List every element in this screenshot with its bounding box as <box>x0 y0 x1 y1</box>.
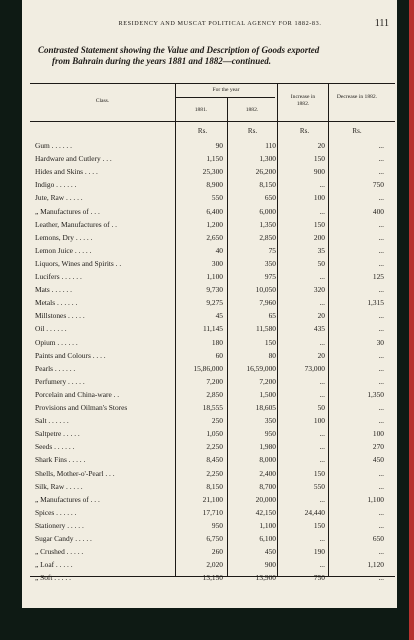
cell-decrease: ... <box>378 547 384 557</box>
cell-1882: 80 <box>268 350 276 360</box>
row-label: Sugar Candy . . . . . <box>35 534 92 543</box>
cell-1881: 8,450 <box>206 455 223 465</box>
cell-1881: 260 <box>211 547 223 557</box>
cell-1882: 18,605 <box>255 403 276 412</box>
cell-1881: 9,275 <box>206 298 223 308</box>
cell-decrease: ... <box>378 481 384 491</box>
cell-decrease: 1,120 <box>367 560 384 570</box>
cell-decrease: ... <box>378 232 384 242</box>
cell-1882: 900 <box>264 560 276 570</box>
cell-decrease: ... <box>378 285 384 295</box>
table-title-line-2: from Bahrain during the years 1881 and 1882—continued. <box>52 56 272 66</box>
cell-1881: 2,250 <box>206 442 223 452</box>
cell-decrease: 650 <box>372 534 384 543</box>
table-row <box>30 532 395 546</box>
row-label: „ Manufactures of . . . <box>35 206 100 216</box>
cell-1882: 7,960 <box>259 298 276 308</box>
row-label: „ Soft . . . . . <box>35 573 71 583</box>
table-row <box>30 506 395 520</box>
row-label: Pearls . . . . . . <box>35 363 76 373</box>
cell-decrease: ... <box>378 193 384 203</box>
cell-1882: 65 <box>268 311 276 321</box>
cell-1881: 17,710 <box>202 507 223 517</box>
cell-decrease: 450 <box>372 455 384 465</box>
cell-decrease: ... <box>378 350 384 360</box>
cell-increase: ... <box>319 455 325 465</box>
cell-1881: 45 <box>215 311 223 321</box>
cell-increase: 50 <box>317 403 325 412</box>
cell-1882: 7,200 <box>259 376 276 386</box>
cell-1882: 1,980 <box>259 442 276 452</box>
cell-decrease: 400 <box>372 206 384 216</box>
cell-decrease: ... <box>378 416 384 426</box>
table-row <box>30 480 395 494</box>
cell-decrease: 750 <box>372 180 384 190</box>
cell-increase: 24,440 <box>304 507 325 517</box>
row-label: Lucifers . . . . . . <box>35 272 82 281</box>
cell-increase: 150 <box>313 154 325 164</box>
row-label: Seeds . . . . . . <box>35 442 75 452</box>
row-label: Metals . . . . . . <box>35 298 78 308</box>
cell-decrease: ... <box>378 245 384 255</box>
cell-increase: ... <box>319 429 325 439</box>
row-label: Oil . . . . . . <box>35 324 67 334</box>
cell-increase: 100 <box>313 193 325 203</box>
cell-1882: 8,700 <box>259 481 276 491</box>
cell-decrease: ... <box>378 363 384 373</box>
table-row <box>30 493 395 507</box>
cell-1881: 250 <box>211 416 223 426</box>
row-label: Mats . . . . . . <box>35 285 72 295</box>
row-label: Saltpetre . . . . . <box>35 429 80 439</box>
cell-decrease: 125 <box>372 272 384 281</box>
cell-increase: ... <box>319 180 325 190</box>
row-label: Salt . . . . . . <box>35 416 69 426</box>
cell-1881: 1,050 <box>206 429 223 439</box>
table-row <box>30 205 395 219</box>
row-label: Lemon Juice . . . . . <box>35 245 92 255</box>
cell-1882: 75 <box>268 245 276 255</box>
table-row <box>30 244 395 258</box>
document-page <box>22 0 397 608</box>
cell-1881: 180 <box>211 337 223 347</box>
cell-increase: 200 <box>313 232 325 242</box>
cell-decrease: 1,350 <box>367 389 384 399</box>
cell-decrease: ... <box>378 403 384 412</box>
cell-1881: 40 <box>215 245 223 255</box>
row-label: Gum . . . . . . <box>35 141 72 150</box>
cell-decrease: ... <box>378 258 384 268</box>
cell-decrease: ... <box>378 520 384 530</box>
cell-decrease: 270 <box>372 442 384 452</box>
table-row <box>30 231 395 245</box>
cell-decrease: ... <box>378 573 384 583</box>
year-span-rule <box>175 97 275 98</box>
table-row <box>30 165 395 179</box>
table-row <box>30 218 395 232</box>
row-label: „ Manufactures of . . . <box>35 494 100 504</box>
cell-increase: ... <box>319 337 325 347</box>
cell-1882: 650 <box>264 193 276 203</box>
cell-1882: 8,150 <box>259 180 276 190</box>
table-row <box>30 440 395 454</box>
cell-1881: 1,200 <box>206 219 223 229</box>
cell-1882: 110 <box>265 141 276 150</box>
table-row <box>30 519 395 533</box>
cell-decrease: ... <box>378 324 384 334</box>
cell-1881: 1,100 <box>206 272 223 281</box>
header-1881: 1881. <box>194 107 208 113</box>
cell-1882: 1,300 <box>259 154 276 164</box>
cell-1882: 42,150 <box>255 507 276 517</box>
row-label: Lemons, Dry . . . . . <box>35 232 93 242</box>
cell-decrease: ... <box>378 311 384 321</box>
cell-1882: 8,000 <box>259 455 276 465</box>
row-label: Leather, Manufactures of . . <box>35 219 117 229</box>
cell-1881: 2,250 <box>206 468 223 478</box>
header-increase: Increase in 1882. <box>290 94 316 107</box>
cell-1882: 2,400 <box>259 468 276 478</box>
exports-table <box>30 83 395 583</box>
cell-increase: 100 <box>313 416 325 426</box>
cell-1881: 18,555 <box>202 403 223 412</box>
cell-increase: 900 <box>313 167 325 177</box>
cell-1881: 90 <box>215 141 223 150</box>
cell-decrease: ... <box>378 468 384 478</box>
cell-increase: 20 <box>317 350 325 360</box>
cell-1881: 550 <box>211 193 223 203</box>
table-row <box>30 139 395 153</box>
cell-1881: 8,150 <box>206 481 223 491</box>
cell-increase: 435 <box>313 324 325 334</box>
cell-increase: 320 <box>313 285 325 295</box>
cell-1881: 13,150 <box>202 573 223 583</box>
cell-1881: 6,750 <box>206 534 223 543</box>
cell-increase: 35 <box>317 245 325 255</box>
cell-increase: 190 <box>313 547 325 557</box>
cell-1882: 6,000 <box>259 206 276 216</box>
table-row <box>30 152 395 166</box>
row-label: „ Crushed . . . . . <box>35 547 84 557</box>
header-1882: 1882. <box>245 107 259 113</box>
cell-1881: 1,150 <box>206 154 223 164</box>
header-bottom-rule <box>30 121 395 122</box>
cell-increase: 150 <box>313 468 325 478</box>
cell-increase: ... <box>319 206 325 216</box>
cell-decrease: ... <box>378 154 384 164</box>
cell-decrease: ... <box>378 219 384 229</box>
header-for-the-year: For the year <box>212 87 240 93</box>
table-row <box>30 545 395 559</box>
unit-decrease: Rs. <box>352 127 362 135</box>
table-row <box>30 453 395 467</box>
cell-1881: 2,020 <box>206 560 223 570</box>
page-edge-red-stripe <box>409 0 414 640</box>
unit-increase: Rs. <box>299 127 310 135</box>
cell-1882: 350 <box>264 258 276 268</box>
cell-1882: 2,850 <box>259 232 276 242</box>
table-row <box>30 349 395 363</box>
header-decrease: Decrease in 1882. <box>336 94 378 100</box>
cell-1881: 8,900 <box>206 180 223 190</box>
cell-1881: 60 <box>215 350 223 360</box>
cell-increase: ... <box>319 560 325 570</box>
cell-1882: 975 <box>264 272 276 281</box>
table-row <box>30 362 395 376</box>
row-label: Spices . . . . . . <box>35 507 77 517</box>
table-row <box>30 414 395 428</box>
cell-increase: 150 <box>313 520 325 530</box>
table-row <box>30 375 395 389</box>
cell-1882: 1,350 <box>259 219 276 229</box>
row-label: Perfumery . . . . . <box>35 376 85 386</box>
table-row <box>30 388 395 402</box>
cell-1882: 150 <box>264 337 276 347</box>
cell-1881: 11,145 <box>202 324 223 334</box>
table-row <box>30 296 395 310</box>
table-row <box>30 427 395 441</box>
table-title-line-1: Contrasted Statement showing the Value and Description of Goods exported <box>38 45 320 55</box>
cell-1882: 950 <box>264 429 276 439</box>
cell-1881: 7,200 <box>206 376 223 386</box>
row-label: Millstones . . . . . <box>35 311 85 321</box>
cell-1882: 6,100 <box>259 534 276 543</box>
table-row <box>30 283 395 297</box>
cell-1882: 13,900 <box>255 573 276 583</box>
unit-1881: Rs. <box>197 127 208 135</box>
cell-increase: 50 <box>317 258 325 268</box>
table-row <box>30 191 395 205</box>
row-label: Porcelain and China-ware . . <box>35 389 120 399</box>
cell-1881: 15,86,000 <box>193 363 223 373</box>
cell-decrease: 30 <box>376 337 384 347</box>
cell-1881: 2,850 <box>206 389 223 399</box>
row-label: Opium . . . . . . <box>35 337 78 347</box>
cell-1882: 10,050 <box>255 285 276 295</box>
table-row <box>30 336 395 350</box>
cell-decrease: ... <box>378 376 384 386</box>
cell-increase: ... <box>319 376 325 386</box>
row-label: „ Loaf . . . . . <box>35 560 73 570</box>
cell-increase: 150 <box>313 219 325 229</box>
running-head: RESIDENCY AND MUSCAT POLITICAL AGENCY FOR 1882-83. <box>118 20 322 27</box>
row-label: Indigo . . . . . . <box>35 180 77 190</box>
header-class: Class. <box>95 98 110 104</box>
cell-decrease: 1,315 <box>367 298 384 308</box>
cell-1882: 1,100 <box>259 520 276 530</box>
row-label: Liquors, Wines and Spirits . . <box>35 258 122 268</box>
cell-increase: ... <box>319 534 325 543</box>
unit-1882: Rs. <box>247 127 258 135</box>
cell-1881: 9,730 <box>206 285 223 295</box>
cell-1882: 20,000 <box>255 494 276 504</box>
row-label: Provisions and Oilman's Stores <box>35 403 128 412</box>
table-title <box>38 45 388 67</box>
table-row <box>30 309 395 323</box>
cell-1881: 6,400 <box>206 206 223 216</box>
cell-decrease: ... <box>378 141 384 150</box>
cell-1882: 26,200 <box>255 167 276 177</box>
cell-1881: 21,100 <box>202 494 223 504</box>
cell-1881: 950 <box>211 520 223 530</box>
page-number: 111 <box>374 18 389 29</box>
table-row <box>30 558 395 572</box>
table-row <box>30 270 395 284</box>
table-row <box>30 322 395 336</box>
row-label: Hides and Skins . . . . <box>35 167 98 177</box>
table-row <box>30 401 395 415</box>
table-top-rule <box>30 83 395 84</box>
cell-increase: 20 <box>317 141 325 150</box>
cell-decrease: ... <box>378 507 384 517</box>
table-row <box>30 571 395 585</box>
cell-increase: 550 <box>313 481 325 491</box>
cell-decrease: ... <box>378 167 384 177</box>
row-label: Silk, Raw . . . . . <box>35 481 83 491</box>
cell-increase: ... <box>319 298 325 308</box>
table-row <box>30 178 395 192</box>
cell-1881: 2,650 <box>206 232 223 242</box>
cell-increase: ... <box>319 442 325 452</box>
cell-1882: 16,59,000 <box>246 363 276 373</box>
cell-increase: 20 <box>317 311 325 321</box>
cell-1882: 1,500 <box>259 389 276 399</box>
row-label: Shark Fins . . . . . <box>35 455 86 465</box>
table-row <box>30 467 395 481</box>
row-label: Shells, Mother-o'-Pearl . . . <box>35 468 115 478</box>
cell-increase: 73,000 <box>304 363 325 373</box>
cell-increase: ... <box>319 494 325 504</box>
row-label: Jute, Raw . . . . . <box>35 193 83 203</box>
row-label: Stationery . . . . . <box>35 520 84 530</box>
cell-increase: ... <box>319 389 325 399</box>
cell-increase: ... <box>319 272 325 281</box>
cell-increase: 750 <box>313 573 325 583</box>
cell-1881: 25,300 <box>202 167 223 177</box>
cell-decrease: 100 <box>372 429 384 439</box>
row-label: Paints and Colours . . . . <box>35 350 106 360</box>
cell-decrease: 1,100 <box>367 494 384 504</box>
row-label: Hardware and Cutlery . . . <box>35 154 112 164</box>
cell-1881: 300 <box>211 258 223 268</box>
cell-1882: 350 <box>264 416 276 426</box>
table-row <box>30 257 395 271</box>
cell-1882: 11,580 <box>255 324 276 334</box>
cell-1882: 450 <box>264 547 276 557</box>
